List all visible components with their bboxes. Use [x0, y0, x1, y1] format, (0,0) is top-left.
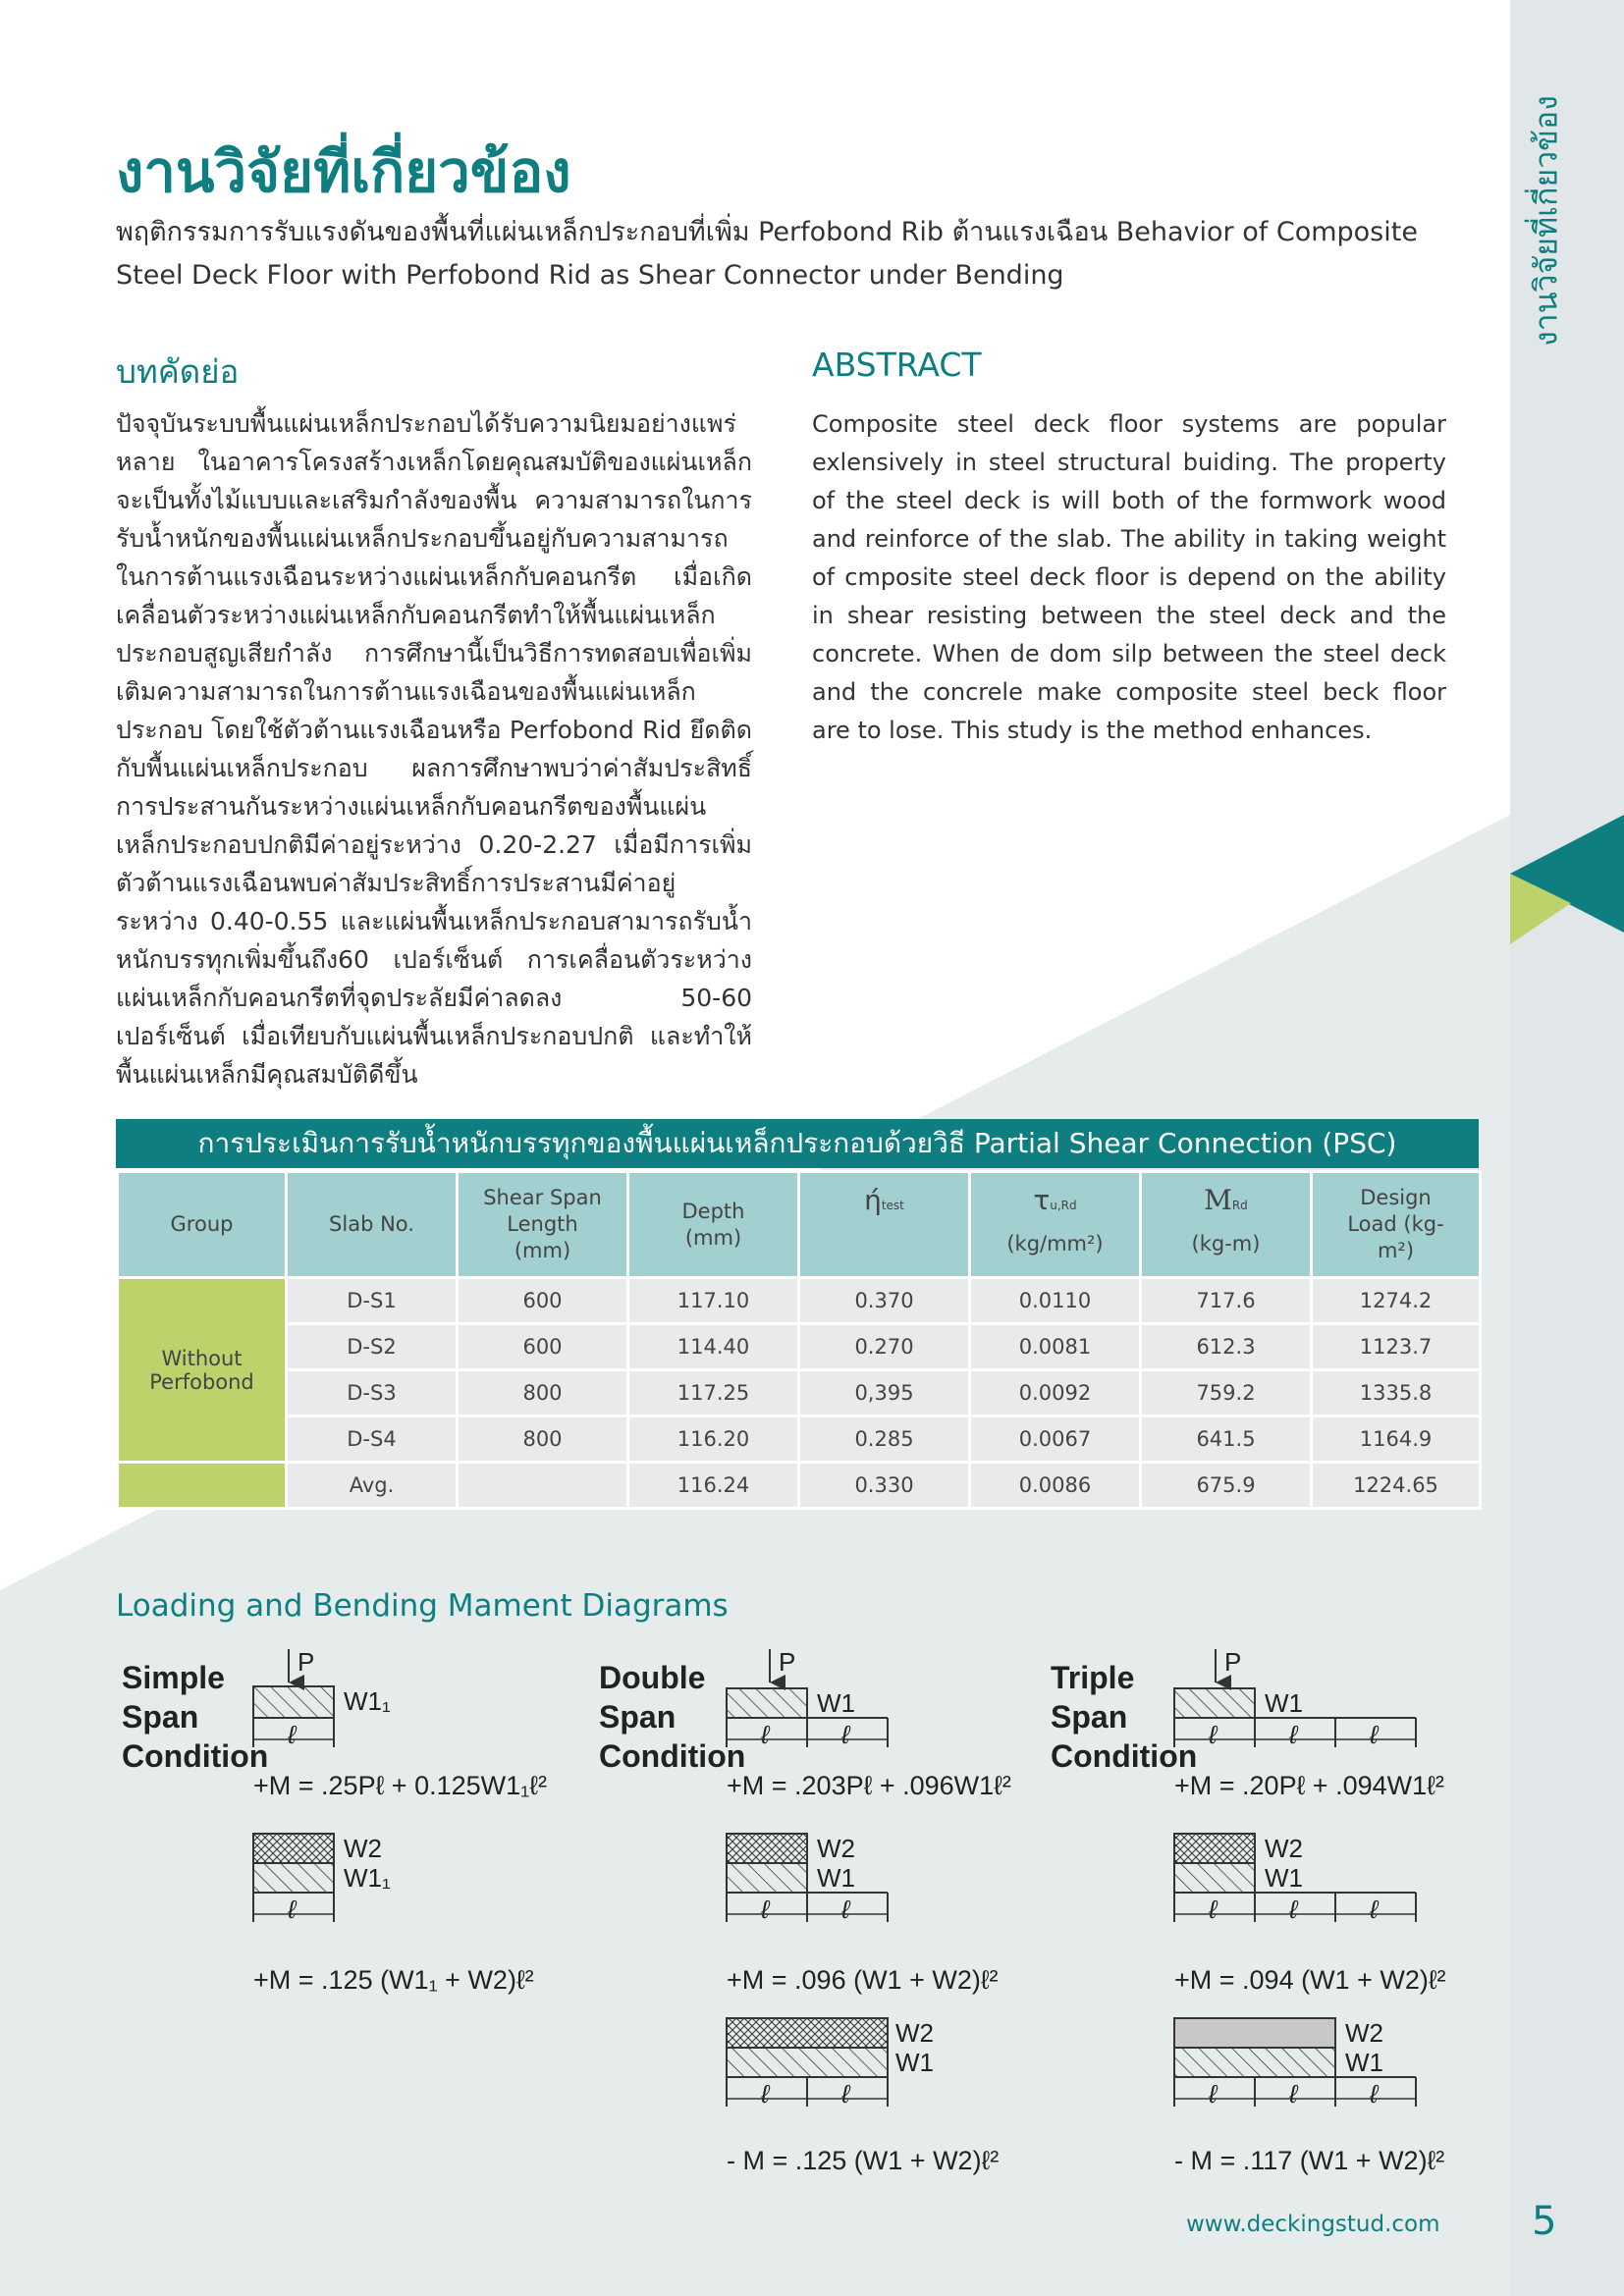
p-label: P	[779, 1649, 796, 1677]
triple-span-group	[1051, 1649, 1446, 2175]
w2-label: W2	[344, 1834, 382, 1863]
cell-tau: 0.0092	[970, 1370, 1141, 1416]
header-design-load: Design Load (kg-m²)	[1312, 1172, 1481, 1278]
simple-label-2: Span	[122, 1699, 199, 1735]
l-label: ℓ	[1209, 1720, 1218, 1749]
table-row	[118, 1370, 1481, 1416]
triple-label-3: Condition	[1051, 1738, 1198, 1774]
header-group: Group	[118, 1172, 287, 1278]
l-label: ℓ	[1370, 2079, 1379, 2109]
cell-tau: 0.0110	[970, 1278, 1141, 1324]
triple-label-1: Triple	[1051, 1660, 1135, 1695]
cell-load: 1123.7	[1312, 1324, 1481, 1370]
eta-symbol: ή	[864, 1184, 882, 1216]
header-eta	[799, 1172, 970, 1278]
w2-label: W2	[1345, 2018, 1383, 2048]
l-label: ℓ	[1209, 1895, 1218, 1924]
l-label: ℓ	[1370, 1720, 1379, 1749]
simple-formula-2: +M = .125 (W1₁ + W2)ℓ²	[253, 1965, 534, 1995]
cell-eta: 0.330	[799, 1463, 970, 1509]
l-label: ℓ	[288, 1720, 297, 1749]
w1-label: W1	[1265, 1863, 1303, 1893]
cell-eta: 0.370	[799, 1278, 970, 1324]
cell-m: 717.6	[1141, 1278, 1312, 1324]
w1-label: W1₁	[344, 1863, 391, 1893]
l-label: ℓ	[1289, 1895, 1298, 1924]
eta-subscript: test	[881, 1199, 904, 1212]
cell-m: 612.3	[1141, 1324, 1312, 1370]
w1-label: W1	[895, 2048, 934, 2077]
triple-label-2: Span	[1051, 1699, 1128, 1735]
w1-label: W1	[817, 1863, 855, 1893]
double-label-3: Condition	[599, 1738, 746, 1774]
p-label: P	[298, 1649, 315, 1677]
cell-load: 1274.2	[1312, 1278, 1481, 1324]
group-cell-empty	[118, 1463, 287, 1509]
l-label: ℓ	[1370, 1895, 1379, 1924]
cell-load: 1335.8	[1312, 1370, 1481, 1416]
table-row	[118, 1278, 1481, 1324]
cell-tau: 0.0067	[970, 1416, 1141, 1463]
double-span-group	[599, 1649, 1011, 2175]
l-label: ℓ	[1209, 2079, 1218, 2109]
header-shear-span: Shear Span Length (mm)	[458, 1172, 628, 1278]
simple-formula-1: +M = .25Pℓ + 0.125W1₁ℓ²	[253, 1771, 547, 1800]
table-row	[118, 1416, 1481, 1463]
header-slab: Slab No.	[287, 1172, 458, 1278]
abstract-en-text: Composite steel deck floor systems are popular exlensively in steel structural buiding. The property of the steel deck is will both of the formwork wood and reinforce of the slab. The ability in taking weight of cmposite steel deck floor is depend on the ability in shear resisting between the steel deck and the concrete. When de dom silp between the steel deck and the concrele make composite steel beck floor are to lose. This study is the method enhances.	[812, 410, 1446, 744]
m-unit: (kg-m)	[1191, 1231, 1261, 1255]
l-label: ℓ	[761, 1895, 770, 1924]
abstract-thai-text: ปัจจุบันระบบพื้นแผ่นเหล็กประกอบได้รับความนิยมอย่างแพร่หลาย ในอาคารโครงสร้างเหล็กโดยคุณสมบัติของแผ่นเหล็กจะเป็นทั้งไม้แบบและเสริมกำลังของพื้น ความสามารถในการรับน้ำหนักของพื้นแผ่นเหล็กประกอบขึ้นอยู่กับความสามารถในการต้านแรงเฉือนระหว่างแผ่นเหล็กกับคอนกรีต เมื่อเกิดเคลื่อนตัวระหว่างแผ่นเหล็กกับคอนกรีตทำให้พื้นแผ่นเหล็กประกอบสูญเสียกำลัง การศึกษานี้เป็นวิธีการทดสอบเพื่อเพิ่มเติมความสามารถในการต้านแรงเฉือนของพื้นแผ่นเหล็กประกอบ โดยใช้ตัวต้านแรงเฉือนหรือ Perfobond Rid ยึดติดกับพื้นแผ่นเหล็กประกอบ ผลการศึกษาพบว่าค่าสัมประสิทธิ์การประสานกันระหว่างแผ่นเหล็กกับคอนกรีตของพื้นแผ่นเหล็กประกอบปกติมีค่าอยู่ระหว่าง 0.20-2.27 เมื่อมีการเพิ่มตัวต้านแรงเฉือนพบค่าสัมประสิทธิ์การประสานมีค่าอยู่ระหว่าง 0.40-0.55 และแผ่นพื้นเหล็กประกอบสามารถรับน้ำหนักบรรทุกเพิ่มขึ้นถึง60 เปอร์เซ็นต์ การเคลื่อนตัวระหว่างแผ่นเหล็กกับคอนกรีตที่จุดประลัยมีค่าลดลง 50-60 เปอร์เซ็นต์ เมื่อเทียบกับแผ่นพื้นเหล็กประกอบปกติ และทำให้พื้นแผ่นเหล็กมีคุณสมบัติดีขึ้น	[116, 409, 752, 1089]
l-label: ℓ	[761, 1720, 770, 1749]
simple-span-group	[122, 1649, 547, 1995]
l-label: ℓ	[288, 1895, 297, 1924]
psc-table	[116, 1170, 1482, 1510]
l-label: ℓ	[841, 1895, 850, 1924]
simple-label-1: Simple	[122, 1660, 225, 1695]
w1-label: W1	[1265, 1688, 1303, 1718]
page-title: งานวิจัยที่เกี่ยวข้อง	[116, 138, 571, 205]
cell-slab: Avg.	[287, 1463, 458, 1509]
table-row	[118, 1324, 1481, 1370]
cell-load: 1224.65	[1312, 1463, 1481, 1509]
cell-depth: 114.40	[628, 1324, 799, 1370]
cell-eta: 0,395	[799, 1370, 970, 1416]
table-header-row	[118, 1172, 1481, 1278]
cell-slab: D-S1	[287, 1278, 458, 1324]
cell-slab: D-S3	[287, 1370, 458, 1416]
l-label: ℓ	[841, 2079, 850, 2109]
table-title: การประเมินการรับน้ำหนักบรรทุกของพื้นแผ่นเหล็กประกอบด้วยวิธี Partial Shear Connection (PSC)	[116, 1119, 1479, 1168]
tau-symbol: τ	[1033, 1183, 1051, 1216]
abstract-thai-heading: บทคัดย่อ	[116, 352, 240, 391]
bending-moment-diagrams	[116, 1649, 1471, 2199]
w2-label: W2	[895, 2018, 934, 2048]
l-label: ℓ	[761, 2079, 770, 2109]
side-tab-label: งานวิจัยที่เกี่ยวข้อง	[1527, 95, 1565, 347]
header-tau	[970, 1172, 1141, 1278]
footer-website-link[interactable]: www.deckingstud.com	[1186, 2212, 1440, 2237]
tau-subscript: u,Rd	[1050, 1198, 1077, 1212]
triple-formula-3: - M = .117 (W1 + W2)ℓ²	[1174, 2146, 1445, 2175]
cell-slab: D-S4	[287, 1416, 458, 1463]
l-label: ℓ	[1289, 1720, 1298, 1749]
double-label-2: Span	[599, 1699, 677, 1735]
cell-eta: 0.285	[799, 1416, 970, 1463]
cell-load: 1164.9	[1312, 1416, 1481, 1463]
cell-tau: 0.0081	[970, 1324, 1141, 1370]
triple-formula-2: +M = .094 (W1 + W2)ℓ²	[1174, 1965, 1446, 1995]
w1-label: W1	[817, 1688, 855, 1718]
w2-label: W2	[817, 1834, 855, 1863]
m-symbol: M	[1204, 1183, 1232, 1216]
header-depth: Depth (mm)	[628, 1172, 799, 1278]
cell-slab: D-S2	[287, 1324, 458, 1370]
w1-label: W1	[1345, 2048, 1383, 2077]
header-m	[1141, 1172, 1312, 1278]
table-row-average	[118, 1463, 1481, 1509]
page-number: 5	[1532, 2199, 1557, 2244]
l-label: ℓ	[1289, 2079, 1298, 2109]
cell-eta: 0.270	[799, 1324, 970, 1370]
abstract-en-heading: ABSTRACT	[812, 346, 982, 384]
cell-m: 675.9	[1141, 1463, 1312, 1509]
cell-span: 800	[458, 1416, 628, 1463]
simple-label-3: Condition	[122, 1738, 269, 1774]
w2-label: W2	[1265, 1834, 1303, 1863]
cell-span: 600	[458, 1324, 628, 1370]
page-subtitle: พฤติกรรมการรับแรงดันของพื้นที่แผ่นเหล็กประกอบที่เพิ่ม Perfobond Rib ต้านแรงเฉือน Behavior of Composite Steel Deck Floor with Perfobond Rid as Shear Connector under Bending	[116, 217, 1418, 291]
l-label: ℓ	[841, 1720, 850, 1749]
double-formula-2: +M = .096 (W1 + W2)ℓ²	[727, 1965, 999, 1995]
cell-depth: 117.25	[628, 1370, 799, 1416]
tau-unit: (kg/mm²)	[1006, 1231, 1104, 1255]
psc-table-section	[116, 1119, 1479, 1510]
cell-span: 600	[458, 1278, 628, 1324]
triple-formula-1: +M = .20Pℓ + .094W1ℓ²	[1174, 1771, 1444, 1800]
cell-tau: 0.0086	[970, 1463, 1141, 1509]
m-subscript: Rd	[1231, 1198, 1248, 1212]
w1-label: W1₁	[344, 1686, 391, 1716]
double-label-1: Double	[599, 1660, 706, 1695]
cell-depth: 117.10	[628, 1278, 799, 1324]
p-label: P	[1224, 1649, 1242, 1677]
group-cell: Without Perfobond	[118, 1278, 287, 1463]
double-formula-3: - M = .125 (W1 + W2)ℓ²	[727, 2146, 1000, 2175]
cell-span: 800	[458, 1370, 628, 1416]
cell-m: 759.2	[1141, 1370, 1312, 1416]
cell-span	[458, 1463, 628, 1509]
cell-depth: 116.24	[628, 1463, 799, 1509]
cell-depth: 116.20	[628, 1416, 799, 1463]
double-formula-1: +M = .203Pℓ + .096W1ℓ²	[727, 1771, 1011, 1800]
diagrams-heading: Loading and Bending Mament Diagrams	[116, 1588, 729, 1624]
cell-m: 641.5	[1141, 1416, 1312, 1463]
